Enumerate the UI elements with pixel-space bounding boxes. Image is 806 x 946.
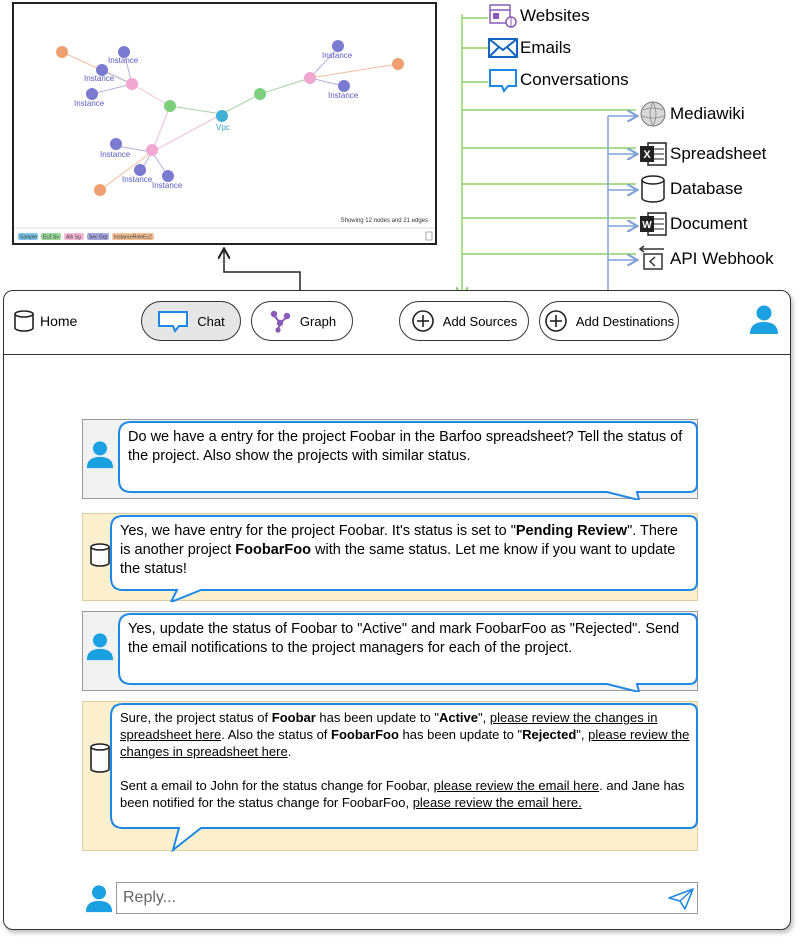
- message-text-segment: has been update to ": [315, 710, 439, 725]
- websites-icon: [488, 3, 518, 29]
- chat-message-user: [82, 611, 698, 691]
- chat-message-assistant: [82, 701, 698, 851]
- message-text-segment: ". There is another project: [120, 523, 678, 558]
- user-icon: [748, 303, 780, 335]
- destination-label: Mediawiki: [670, 104, 745, 123]
- source-label: Conversations: [520, 70, 629, 89]
- message-text-segment: ",: [478, 710, 490, 725]
- chat-label: Chat: [197, 313, 225, 329]
- graph-node[interactable]: [164, 100, 176, 112]
- message-text-segment: Yes, update the status of Foobar to "Active" and mark FoobarFoo as "Rejected". Send the email notifications to the project managers for each of the project.: [128, 621, 680, 656]
- message-text: [128, 428, 688, 466]
- review-link[interactable]: please review the email here.: [412, 795, 582, 810]
- source-emails[interactable]: [488, 35, 571, 61]
- message-text-segment: Do we have a entry for the project Foobar in the Barfoo spreadsheet? Tell the status of the project. Also show the projects with similar status.: [128, 429, 683, 464]
- graph-node[interactable]: [146, 144, 158, 156]
- message-text: [128, 620, 688, 658]
- destination-mediawiki[interactable]: [638, 101, 745, 127]
- graph-preview-window[interactable]: [12, 2, 437, 245]
- send-icon[interactable]: [668, 888, 694, 910]
- graph-button[interactable]: [251, 301, 353, 341]
- review-link[interactable]: please review the email here: [433, 778, 600, 793]
- graph-legend-label: Alb Sg: [66, 234, 81, 241]
- destination-label: API Webhook: [670, 249, 774, 268]
- message-text-segment: . and Jane has been notified for the status change for FoobarFoo,: [120, 778, 685, 810]
- destination-api-webhook[interactable]: [638, 246, 774, 272]
- email-icon: [488, 35, 518, 61]
- webhook-icon: [638, 246, 668, 272]
- home-button[interactable]: [12, 309, 77, 333]
- graph-expand-icon[interactable]: [426, 232, 432, 240]
- graph-node[interactable]: [216, 110, 228, 122]
- message-text-segment: with the same status. Let me know if you want to update the status!: [120, 542, 676, 577]
- add-destinations-button[interactable]: [539, 301, 679, 341]
- graph-node-label: Instance: [328, 91, 359, 100]
- chat-button[interactable]: [141, 301, 241, 341]
- bold-text: FoobarFoo: [235, 542, 311, 558]
- plus-circle-icon: [411, 309, 435, 333]
- bold-text: Active: [438, 710, 479, 725]
- add-sources-label: Add Sources: [442, 313, 518, 329]
- graph-legend-label: Sample: [20, 234, 37, 241]
- destinations-connector: [608, 116, 636, 298]
- bold-text: Rejected: [522, 727, 577, 742]
- destination-label: Database: [670, 179, 743, 198]
- chat-icon: [157, 309, 189, 333]
- graph-node-label: Vpc: [216, 123, 230, 132]
- graph-node-label: Instance: [100, 150, 131, 159]
- bold-text: Foobar: [271, 710, 316, 725]
- message-text: [120, 522, 690, 579]
- mediawiki-icon: [638, 101, 668, 127]
- conversation-icon: [488, 67, 518, 93]
- database-icon: [638, 176, 668, 202]
- database-icon: [12, 309, 36, 333]
- graph-node-label: Instance: [108, 56, 139, 65]
- user-icon: [84, 882, 114, 914]
- reply-bar: [82, 880, 698, 916]
- svg-text:X: X: [643, 149, 651, 161]
- source-label: Emails: [520, 38, 572, 57]
- graph-label: Graph: [299, 313, 337, 329]
- graph-node[interactable]: [56, 46, 68, 58]
- graph-legend-label: Sec Grp: [89, 234, 108, 241]
- graph-node-label: Instance: [84, 74, 115, 83]
- reply-input[interactable]: [116, 882, 698, 914]
- destination-document[interactable]: [638, 211, 747, 237]
- app-header: [4, 291, 790, 355]
- destination-label: Spreadsheet: [670, 144, 767, 163]
- chat-message-assistant: [82, 513, 698, 601]
- source-conversations[interactable]: [488, 67, 629, 93]
- destination-spreadsheet[interactable]: [638, 141, 766, 167]
- graph-node[interactable]: [110, 138, 122, 150]
- graph-canvas: [14, 4, 435, 243]
- add-destinations-label: Add Destinations: [575, 313, 675, 329]
- graph-legend-label: InstanceRoleEc2: [114, 234, 152, 241]
- source-label: Websites: [520, 6, 590, 25]
- destination-database[interactable]: [638, 176, 743, 202]
- graph-node[interactable]: [254, 88, 266, 100]
- bold-text: FoobarFoo: [331, 727, 399, 742]
- message-text-segment: . Also the status of: [221, 727, 332, 742]
- destination-label: Document: [670, 214, 748, 233]
- message-text-segment: .: [287, 744, 292, 759]
- svg-text:W: W: [642, 220, 652, 231]
- message-text-segment: Sent a email to John for the status change for Foobar,: [120, 778, 434, 793]
- graph-legend-label: Ec2 Sv: [43, 234, 59, 241]
- graph-node-label: Instance: [322, 51, 353, 60]
- chat-message-user: [82, 419, 698, 499]
- home-label: Home: [40, 313, 78, 329]
- plus-circle-icon: [544, 309, 568, 333]
- message-text-segment: ",: [576, 727, 589, 742]
- graph-node[interactable]: [126, 78, 138, 90]
- message-text-segment: Yes, we have entry for the project Foobar. It's status is set to ": [120, 523, 516, 539]
- review-link[interactable]: please review the changes in spreadsheet here: [120, 727, 690, 759]
- review-link[interactable]: please review the changes in spreadsheet here: [120, 710, 658, 742]
- graph-node-label: Instance: [122, 175, 153, 184]
- graph-node-label: Instance: [152, 181, 183, 190]
- source-websites[interactable]: [488, 3, 590, 29]
- graph-node[interactable]: [304, 72, 316, 84]
- document-icon: [638, 211, 668, 237]
- graph-node[interactable]: [392, 58, 404, 70]
- graph-footer-text: Showing 12 nodes and 21 edges: [340, 218, 428, 224]
- bold-text: Pending Review: [515, 523, 628, 539]
- message-text: [120, 709, 700, 811]
- message-text-segment: has been update to ": [398, 727, 523, 742]
- spreadsheet-icon: [638, 141, 668, 167]
- graph-icon: [268, 309, 292, 333]
- add-sources-button[interactable]: [399, 301, 529, 341]
- graph-node[interactable]: [94, 184, 106, 196]
- graph-node-label: Instance: [74, 99, 105, 108]
- user-avatar[interactable]: [748, 303, 780, 340]
- message-text-segment: Sure, the project status of: [120, 710, 272, 725]
